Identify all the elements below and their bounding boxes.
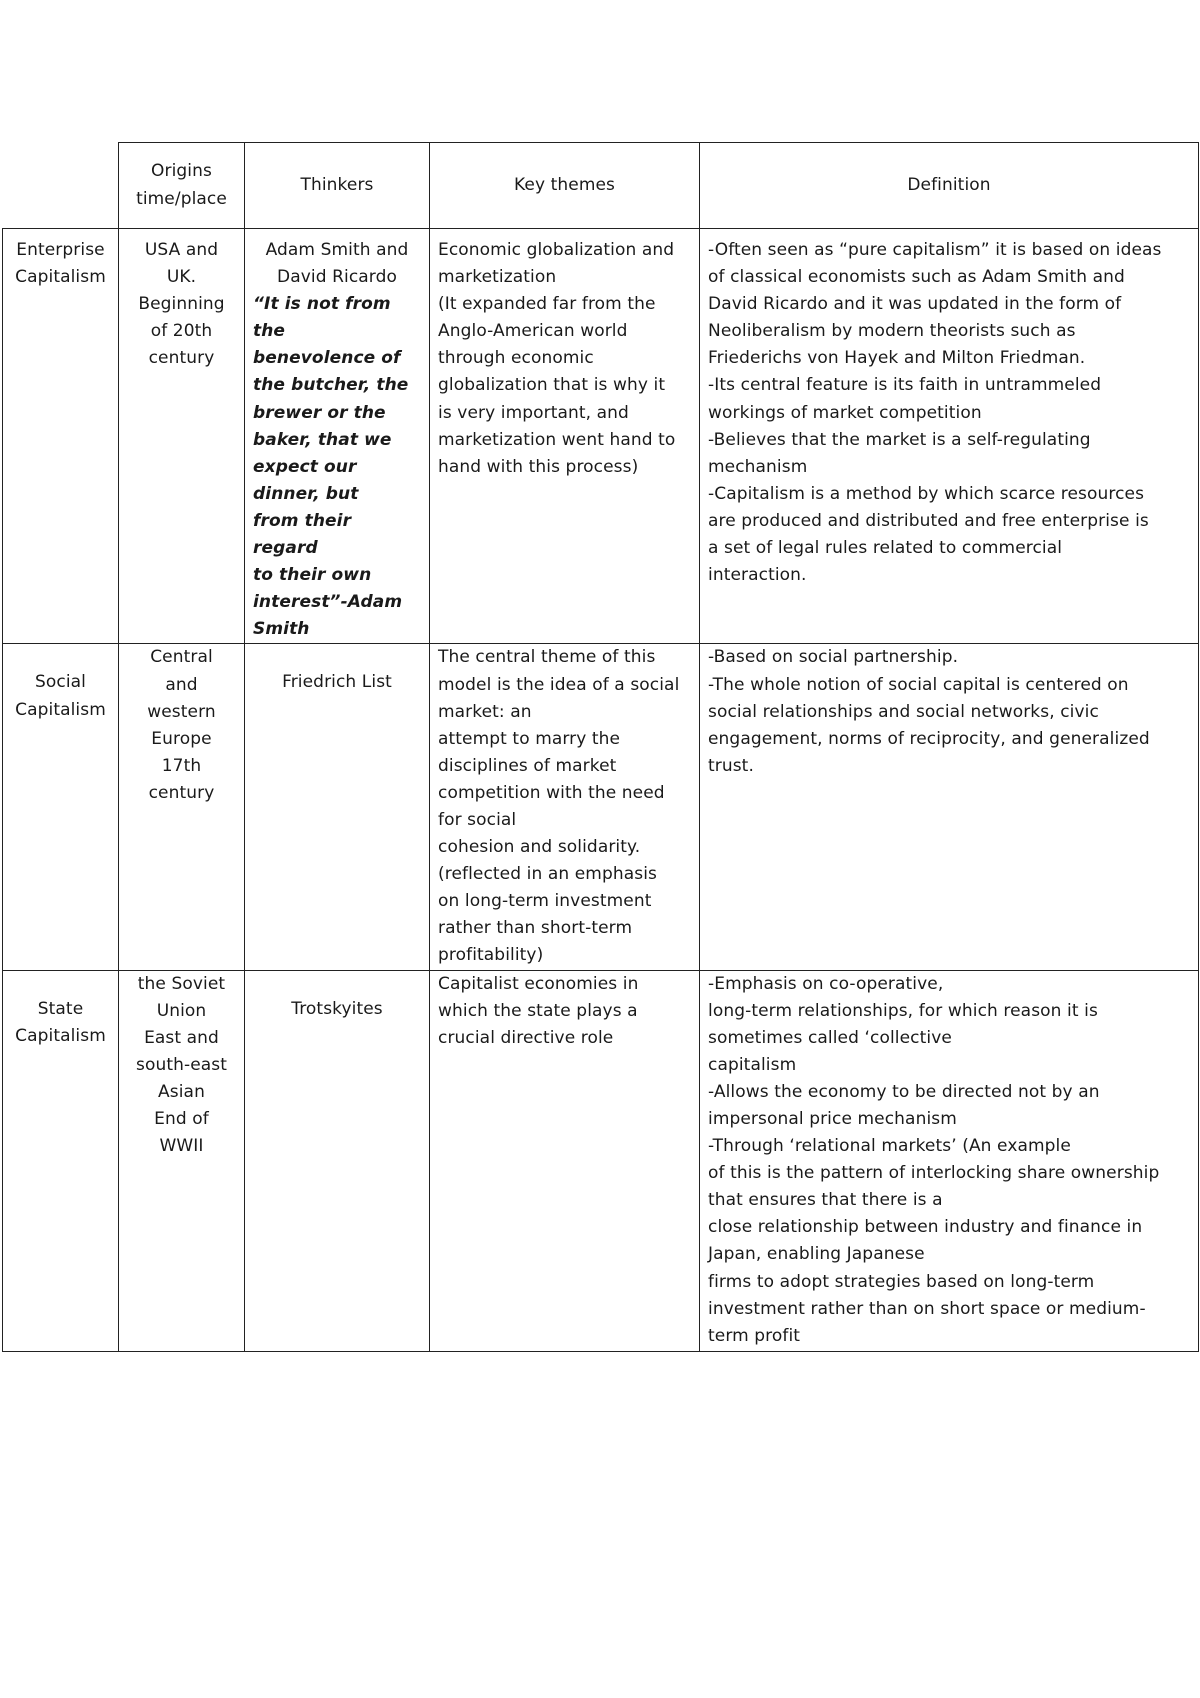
key-themes-line: is very important, and: [438, 402, 629, 423]
definition-line: Japan, enabling Japanese: [708, 1244, 925, 1265]
definition-line: -The whole notion of social capital is centered on: [708, 674, 1129, 695]
origins-line: Asian: [158, 1081, 205, 1102]
origins-cell: [119, 229, 245, 644]
origins-line: century: [148, 348, 215, 369]
row-name-cell: [3, 644, 119, 970]
key-themes-line: hand with this process): [438, 456, 639, 477]
thinkers-line: David Ricardo: [277, 267, 397, 288]
key-themes-line: marketization went hand to: [438, 429, 676, 450]
origins-line: End of: [154, 1109, 209, 1129]
origins-cell: [119, 970, 245, 1351]
definition-line: trust.: [708, 755, 754, 776]
definition-line: interaction.: [708, 565, 807, 586]
definition-line: long-term relationships, for which reason it is: [708, 1000, 1098, 1021]
row-name-cell: [3, 229, 119, 644]
definition-cell: [700, 644, 1199, 970]
origins-line: Central: [150, 647, 213, 668]
row-name-line: Capitalism: [15, 267, 106, 288]
key-themes-cell: [430, 644, 700, 970]
definition-line: -Based on social partnership.: [708, 647, 959, 668]
table-row-social-capitalism: [3, 644, 1199, 970]
origins-line: the Soviet: [137, 973, 226, 994]
key-themes-line: marketization: [438, 267, 557, 288]
definition-line: -Through ‘relational markets’ (An example: [708, 1136, 1071, 1157]
definition-line: -Often seen as “pure capitalism” it is based on ideas: [708, 240, 1162, 260]
definition-line: -Believes that the market is a self-regulating: [708, 429, 1091, 450]
definition-line: close relationship between industry and finance in: [708, 1217, 1143, 1238]
key-themes-line: which the state plays a: [438, 1000, 638, 1021]
key-themes-line: model is the idea of a social: [438, 674, 680, 695]
definition-line: a set of legal rules related to commercial: [708, 538, 1063, 559]
definition-line: David Ricardo and it was updated in the form of: [708, 294, 1122, 315]
definition-line: of classical economists such as Adam Smith and: [708, 267, 1125, 288]
row-name-cell: [3, 970, 119, 1351]
definition-line: workings of market competition: [708, 402, 982, 423]
definition-line: impersonal price mechanism: [708, 1109, 957, 1129]
table-row-state-capitalism: [3, 970, 1199, 1351]
table-header-row: [3, 143, 1199, 229]
origins-line: south-east: [135, 1054, 227, 1075]
header-definition: Definition: [700, 143, 1199, 229]
quote-line: “It is not from: [253, 294, 391, 315]
thinkers-line: Trotskyites: [291, 998, 383, 1019]
definition-cell: [700, 970, 1199, 1351]
key-themes-line: disciplines of market: [438, 755, 617, 776]
key-themes-line: rather than short-term: [438, 918, 633, 939]
origins-cell: [119, 644, 245, 970]
origins-line: century: [148, 782, 215, 803]
row-name-line: Social: [34, 672, 86, 693]
key-themes-line: for social: [438, 809, 517, 830]
quote-line: dinner, but: [253, 483, 359, 504]
key-themes-cell: [430, 229, 700, 644]
thinkers-line: Friedrich List: [282, 672, 392, 693]
row-name-line: State: [37, 998, 84, 1019]
key-themes-cell: [430, 970, 700, 1351]
definition-line: of this is the pattern of interlocking share ownership: [708, 1163, 1160, 1184]
key-themes-line: The central theme of this: [438, 647, 656, 668]
key-themes-line: (It expanded far from the: [438, 294, 656, 315]
definition-line: mechanism: [708, 456, 808, 477]
quote-line: expect our: [253, 456, 357, 477]
definition-line: that ensures that there is a: [708, 1190, 943, 1211]
definition-line: are produced and distributed and free enterprise is: [708, 510, 1149, 531]
origins-line: USA and: [144, 240, 219, 260]
quote-line: the: [253, 321, 286, 342]
origins-line: 17th: [161, 755, 202, 776]
quote-line: baker, that we: [253, 429, 392, 450]
key-themes-line: on long-term investment: [438, 891, 652, 912]
row-name-line: Capitalism: [15, 699, 106, 720]
origins-line: Europe: [151, 728, 212, 749]
definition-line: Neoliberalism by modern theorists such as: [708, 321, 1076, 342]
definition-line: engagement, norms of reciprocity, and generalized: [708, 728, 1150, 749]
definition-line: capitalism: [708, 1054, 797, 1075]
origins-line: and: [165, 674, 198, 695]
definition-line: term profit: [708, 1325, 801, 1346]
origins-line: Union: [156, 1000, 207, 1021]
thinkers-cell: [245, 970, 430, 1351]
definition-line: -Allows the economy to be directed not by an: [708, 1081, 1100, 1102]
thinkers-cell: [245, 644, 430, 970]
key-themes-line: (reflected in an emphasis: [438, 864, 657, 885]
key-themes-line: globalization that is why it: [438, 375, 666, 396]
origins-line: East and: [144, 1027, 219, 1048]
header-empty-cell: [3, 143, 119, 229]
quote-line: Smith: [253, 619, 310, 640]
definition-line: sometimes called ‘collective: [708, 1027, 952, 1048]
key-themes-line: market: an: [438, 701, 532, 722]
header-key-themes: Key themes: [430, 143, 700, 229]
quote-line: brewer or the: [253, 402, 386, 423]
definition-line: -Its central feature is its faith in untrammeled: [708, 375, 1102, 396]
key-themes-line: crucial directive role: [438, 1027, 614, 1048]
key-themes-line: profitability): [438, 945, 544, 966]
definition-line: social relationships and social networks, civic: [708, 701, 1099, 722]
row-name-line: Capitalism: [15, 1025, 106, 1046]
definition-line: -Emphasis on co-operative,: [708, 973, 944, 994]
key-themes-line: Anglo-American world: [438, 321, 628, 342]
origins-line: UK.: [166, 267, 197, 288]
key-themes-line: through economic: [438, 348, 594, 369]
definition-cell: [700, 229, 1199, 644]
thinkers-cell: [245, 229, 430, 644]
quote-line: the butcher, the: [253, 375, 409, 396]
table-row-enterprise-capitalism: [3, 229, 1199, 644]
header-origins-line-1: Origins: [151, 161, 212, 182]
definition-line: firms to adopt strategies based on long-term: [708, 1271, 1095, 1292]
quote-line: to their own: [253, 565, 372, 586]
key-themes-line: cohesion and solidarity.: [438, 837, 641, 858]
definition-line: Friederichs von Hayek and Milton Friedman.: [708, 348, 1086, 369]
thinkers-line: Adam Smith and: [265, 240, 409, 260]
header-thinkers: Thinkers: [245, 143, 430, 229]
row-name-line: Enterprise: [16, 240, 105, 260]
header-origins-line-2: time/place: [136, 188, 227, 209]
origins-line: WWII: [159, 1136, 204, 1157]
definition-line: -Capitalism is a method by which scarce resources: [708, 483, 1145, 504]
key-themes-line: attempt to marry the: [438, 728, 621, 749]
origins-line: of 20th: [150, 321, 213, 342]
origins-line: Beginning: [138, 294, 225, 315]
key-themes-line: Capitalist economies in: [438, 973, 639, 994]
quote-line: from their regard: [253, 510, 352, 559]
header-origins: [119, 143, 245, 229]
key-themes-line: Economic globalization and: [438, 240, 675, 260]
quote-line: benevolence of: [253, 348, 401, 369]
quote-line: interest”-Adam: [253, 592, 403, 613]
capitalism-comparison-table: [2, 142, 1199, 1352]
key-themes-line: competition with the need: [438, 782, 665, 803]
definition-line: investment rather than on short space or medium-: [708, 1298, 1146, 1319]
origins-line: western: [147, 701, 216, 722]
